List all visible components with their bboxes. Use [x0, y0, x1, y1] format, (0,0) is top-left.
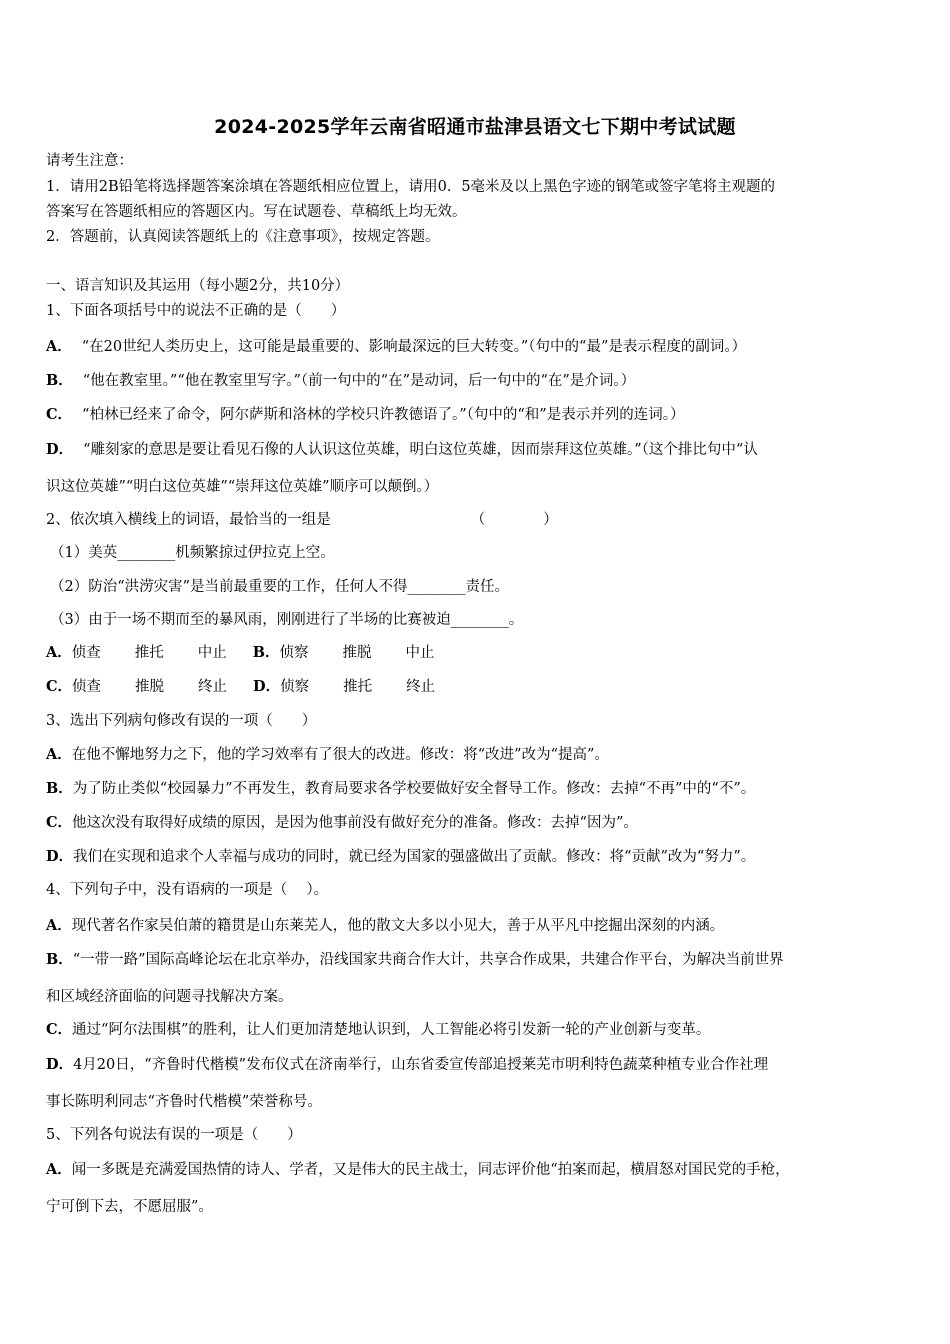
option-text: 现代著名作家吴伯萧的籍贯是山东莱芜人，他的散文大多以小见大，善于从平凡中挖掘出深刻的内涵。: [71, 918, 725, 934]
option-label: C．: [46, 814, 73, 831]
option-word: 中止: [197, 645, 227, 661]
question-5-option-a: [46, 1160, 790, 1180]
answer-paren: （ ）: [470, 512, 558, 528]
question-1-stem: 1、下面各项括号中的说法不正确的是（ ）: [46, 303, 346, 319]
option-text: 4月20日，“齐鲁时代楷模”发布仪式在济南举行，山东省委宣传部追授莱芜市明利特色蔬菜种植专业合作社理: [73, 1057, 769, 1073]
option-word: 推托: [343, 679, 373, 695]
question-3-option-a: [46, 745, 609, 765]
option-label: D．: [46, 848, 74, 865]
question-1-option-d-cont: 识这位英雄”“明白这位英雄”“崇拜这位英雄”顺序可以颠倒。）: [46, 479, 439, 495]
question-2-options-ab: [46, 643, 435, 663]
question-2-stem: [46, 510, 558, 530]
question-2-sentence-1: （1）美英________机频繁掠过伊拉克上空。: [50, 545, 335, 561]
option-text: 我们在实现和追求个人幸福与成功的同时，就已经为国家的强盛做出了贡献。修改：将“贡献”改为“努力”。: [73, 849, 756, 865]
question-5-stem: 5、下列各句说法有误的一项是（ ）: [46, 1127, 302, 1143]
option-label: B．: [46, 780, 73, 797]
question-4-option-c: [46, 1020, 710, 1040]
question-2-sentence-2: （2）防治“洪涝灾害”是当前最重要的工作，任何人不得________责任。: [50, 579, 510, 595]
option-text: 闻一多既是充满爱国热情的诗人、学者，又是伟大的民主战士，同志评价他“拍案而起，横眉怒对国民党的手枪，: [71, 1162, 790, 1178]
option-label: B．: [46, 951, 73, 968]
option-label: D．: [46, 1056, 74, 1073]
option-word: 终止: [406, 679, 436, 695]
question-3-option-c: [46, 813, 638, 833]
option-word: 推托: [134, 645, 164, 661]
option-text: “雕刻家的意思是要让看见石像的人认识这位英雄，明白这位英雄，因而崇拜这位英雄。”（这个排比句中“认: [83, 442, 758, 458]
option-label: B．: [252, 644, 280, 661]
option-text: 在他不懈地努力之下，他的学习效率有了很大的改进。修改：将“改进”改为“提高”。: [71, 747, 609, 763]
notice-line-2: 2．答题前，认真阅读答题纸上的《注意事项》，按规定答题。: [46, 229, 440, 245]
option-label: D．: [46, 441, 74, 458]
option-label: D．: [253, 678, 281, 695]
option-word: 中止: [405, 645, 435, 661]
question-3-option-d: [46, 847, 755, 867]
option-label: C．: [46, 1021, 73, 1038]
section-heading: 一、语言知识及其运用（每小题2分，共10分）: [46, 278, 350, 294]
option-text: 为了防止类似“校园暴力”不再发生，教育局要求各学校要做好安全督导工作。修改：去掉“不再”中的“不”。: [72, 781, 756, 797]
question-4-option-b: [46, 950, 784, 970]
option-label: A．: [46, 644, 72, 661]
option-word: 侦查: [71, 645, 101, 661]
question-1-option-a: [46, 337, 746, 357]
option-label: B．: [46, 372, 73, 389]
question-4-option-b-cont: 和区域经济面临的问题寻找解决方案。: [46, 989, 293, 1005]
option-text: 通过“阿尔法围棋”的胜利，让人们更加清楚地认识到，人工智能必将引发新一轮的产业创新与变革。: [72, 1022, 711, 1038]
option-text: “一带一路”国际高峰论坛在北京举办，沿线国家共商合作大计，共享合作成果，共建合作平台，为解决当前世界: [72, 952, 784, 968]
question-2-sentence-3: （3）由于一场不期而至的暴风雨，刚刚进行了半场的比赛被迫________。: [50, 612, 524, 628]
option-word: 侦察: [279, 645, 309, 661]
option-label: A．: [46, 338, 72, 355]
option-label: C．: [46, 678, 73, 695]
option-word: 侦察: [280, 679, 310, 695]
question-4-stem: 4、下列句子中，没有语病的一项是（ ）。: [46, 882, 329, 898]
option-word: 终止: [198, 679, 228, 695]
option-text: 他这次没有取得好成绩的原因，是因为他事前没有做好充分的准备。修改：去掉“因为”。: [72, 815, 638, 831]
notice-line-1a: 1．请用2B铅笔将选择题答案涂填在答题纸相应位置上，请用0．5毫米及以上黑色字迹的钢笔或签字笔将主观题的: [46, 179, 776, 195]
question-1-option-c: [46, 405, 684, 425]
option-word: 推脱: [342, 645, 372, 661]
stem-text: 2、依次填入横线上的词语，最恰当的一组是: [46, 512, 331, 528]
question-1-option-d: [46, 440, 758, 460]
option-label: A．: [46, 746, 72, 763]
question-4-option-a: [46, 916, 724, 936]
option-text: “柏林已经来了命令，阿尔萨斯和洛林的学校只许教德语了。”（句中的“和”是表示并列的连词。）: [82, 407, 685, 423]
option-word: 推脱: [135, 679, 165, 695]
option-text: “在20世纪人类历史上，这可能是最重要的、影响最深远的巨大转变。”（句中的“最”是表示程度的副词。）: [81, 339, 747, 355]
question-3-stem: 3、选出下列病句修改有误的一项（ ）: [46, 713, 317, 729]
page-title: 2024-2025学年云南省昭通市盐津县语文七下期中考试试题: [214, 116, 736, 138]
question-4-option-d-cont: 事长陈明利同志“齐鲁时代楷模”荣誉称号。: [46, 1094, 322, 1110]
notice-line-1b: 答案写在答题纸相应的答题区内。写在试题卷、草稿纸上均无效。: [46, 204, 467, 220]
question-4-option-d: [46, 1055, 768, 1075]
question-1-option-b: [46, 371, 635, 391]
question-5-option-a-cont: 宁可倒下去，不愿屈服”。: [46, 1199, 213, 1215]
notice-heading: 请考生注意：: [46, 153, 133, 169]
option-label: C．: [46, 406, 73, 423]
option-label: A．: [46, 917, 72, 934]
option-word: 侦查: [72, 679, 102, 695]
option-text: “他在教室里。”“他在教室里写字。”（前一句中的“在”是动词，后一句中的“在”是介词。）: [82, 373, 636, 389]
question-3-option-b: [46, 779, 755, 799]
question-2-options-cd: [46, 677, 435, 697]
option-label: A．: [46, 1161, 72, 1178]
